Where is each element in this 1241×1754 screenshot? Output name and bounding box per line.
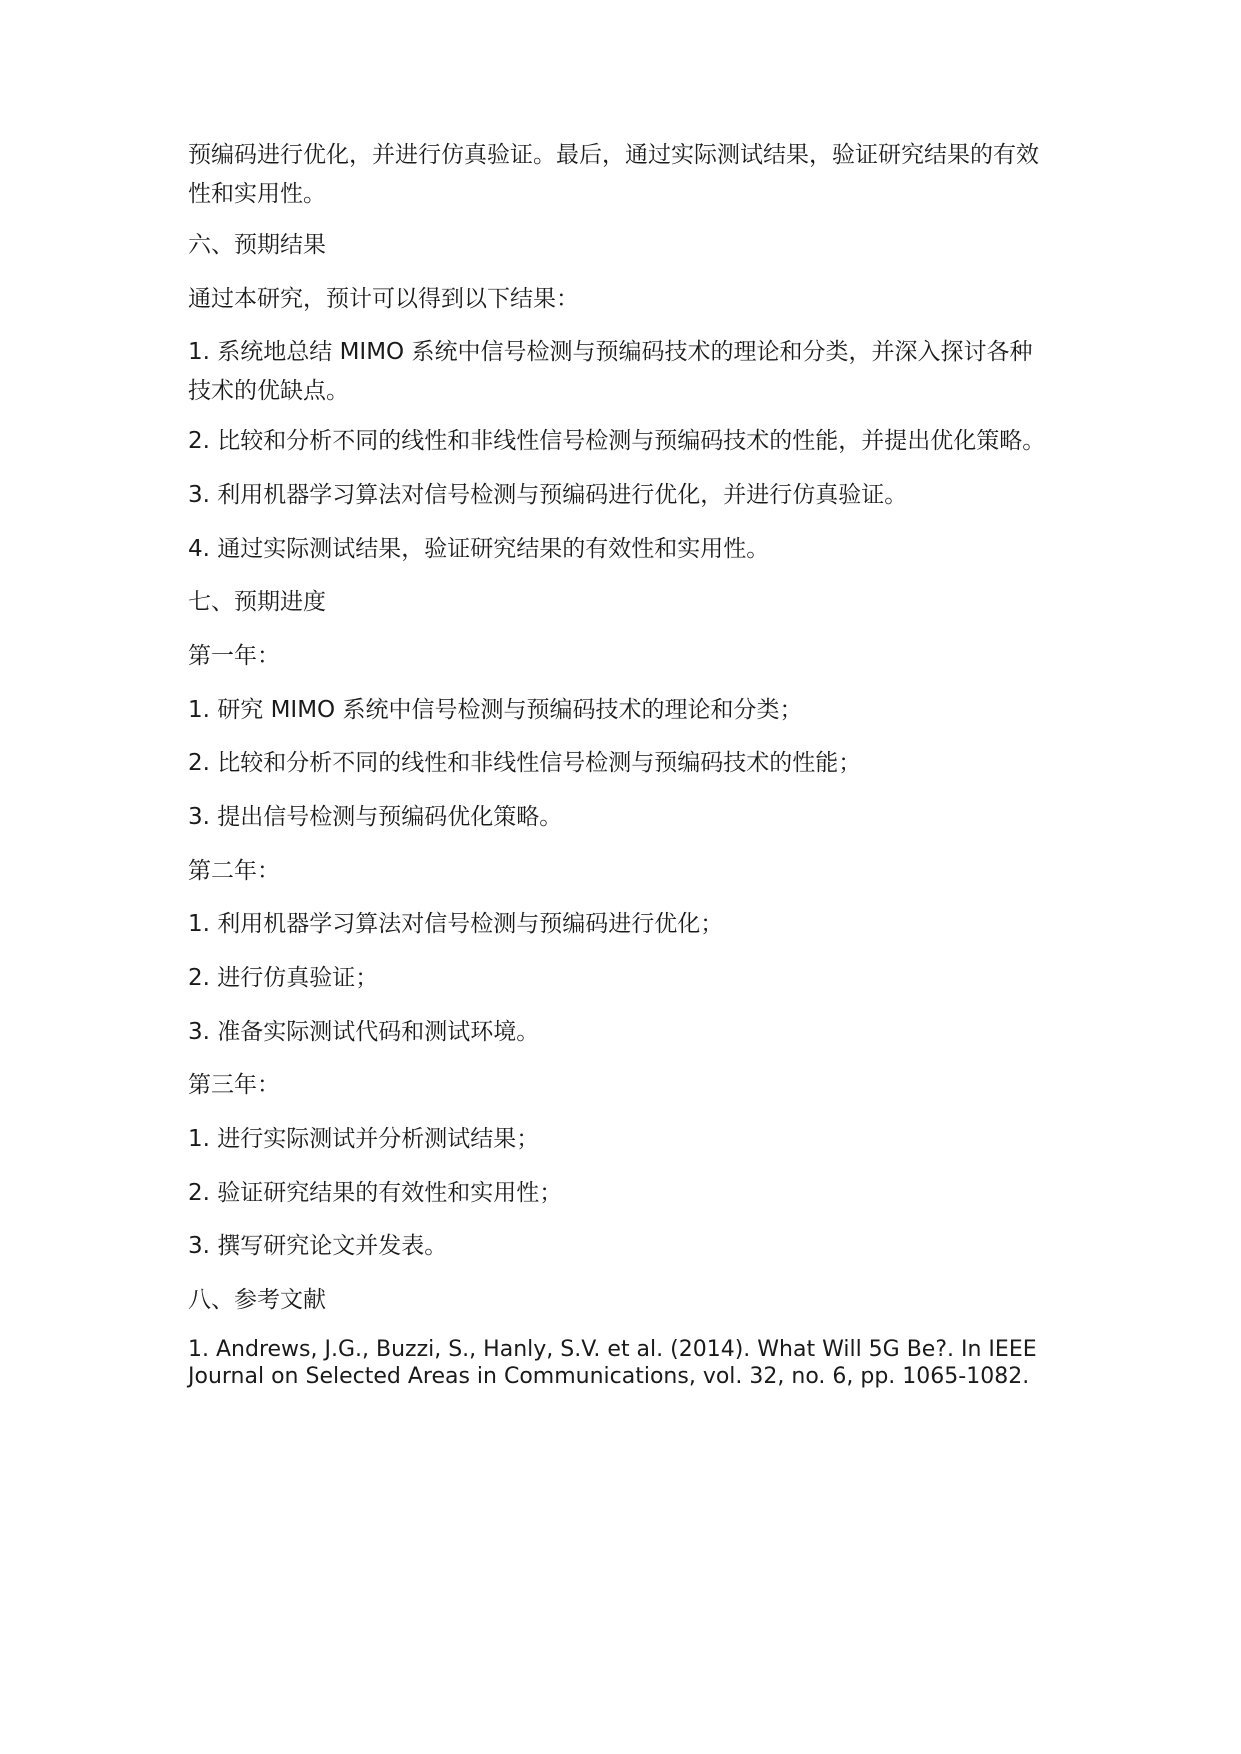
year-one-item-1: 1. 研究 MIMO 系统中信号检测与预编码技术的理论和分类； [188, 697, 803, 723]
year-two-item-3: 3. 准备实际测试代码和测试环境。 [188, 1019, 540, 1045]
result-item-4: 4. 通过实际测试结果，验证研究结果的有效性和实用性。 [188, 536, 770, 562]
reference-item-1: 1. Andrews, J.G., Buzzi, S., Hanly, S.V. et al. (2014). What Will 5G Be?. In IEEE Journal on Selected Areas in Communications, vol. 32, no. 6, pp. 1065-1082. [188, 1337, 1037, 1389]
year-three-item-3: 3. 撰写研究论文并发表。 [188, 1233, 448, 1259]
year-two-item-2: 2. 进行仿真验证； [188, 965, 379, 991]
year-three-heading: 第三年： [188, 1072, 280, 1098]
section-heading-schedule: 七、预期进度 [188, 589, 326, 615]
result-item-1: 1. 系统地总结 MIMO 系统中信号检测与预编码技术的理论和分类，并深入探讨各种技术的优缺点。 [188, 339, 1033, 404]
section-heading-expected-results: 六、预期结果 [188, 232, 326, 258]
year-three-item-2: 2. 验证研究结果的有效性和实用性； [188, 1180, 563, 1206]
year-two-item-1: 1. 利用机器学习算法对信号检测与预编码进行优化； [188, 911, 724, 937]
year-one-heading: 第一年： [188, 643, 280, 669]
section-heading-references: 八、参考文献 [188, 1287, 326, 1313]
year-two-heading: 第二年： [188, 858, 280, 884]
result-item-2: 2. 比较和分析不同的线性和非线性信号检测与预编码技术的性能，并提出优化策略。 [188, 428, 1046, 454]
result-item-3: 3. 利用机器学习算法对信号检测与预编码进行优化，并进行仿真验证。 [188, 482, 908, 508]
year-one-item-2: 2. 比较和分析不同的线性和非线性信号检测与预编码技术的性能； [188, 750, 862, 776]
paragraph-continuation: 预编码进行优化，并进行仿真验证。最后，通过实际测试结果，验证研究结果的有效性和实用性。 [188, 142, 1039, 207]
year-one-item-3: 3. 提出信号检测与预编码优化策略。 [188, 804, 563, 830]
paragraph-intro: 通过本研究，预计可以得到以下结果： [188, 286, 579, 312]
year-three-item-1: 1. 进行实际测试并分析测试结果； [188, 1126, 540, 1152]
